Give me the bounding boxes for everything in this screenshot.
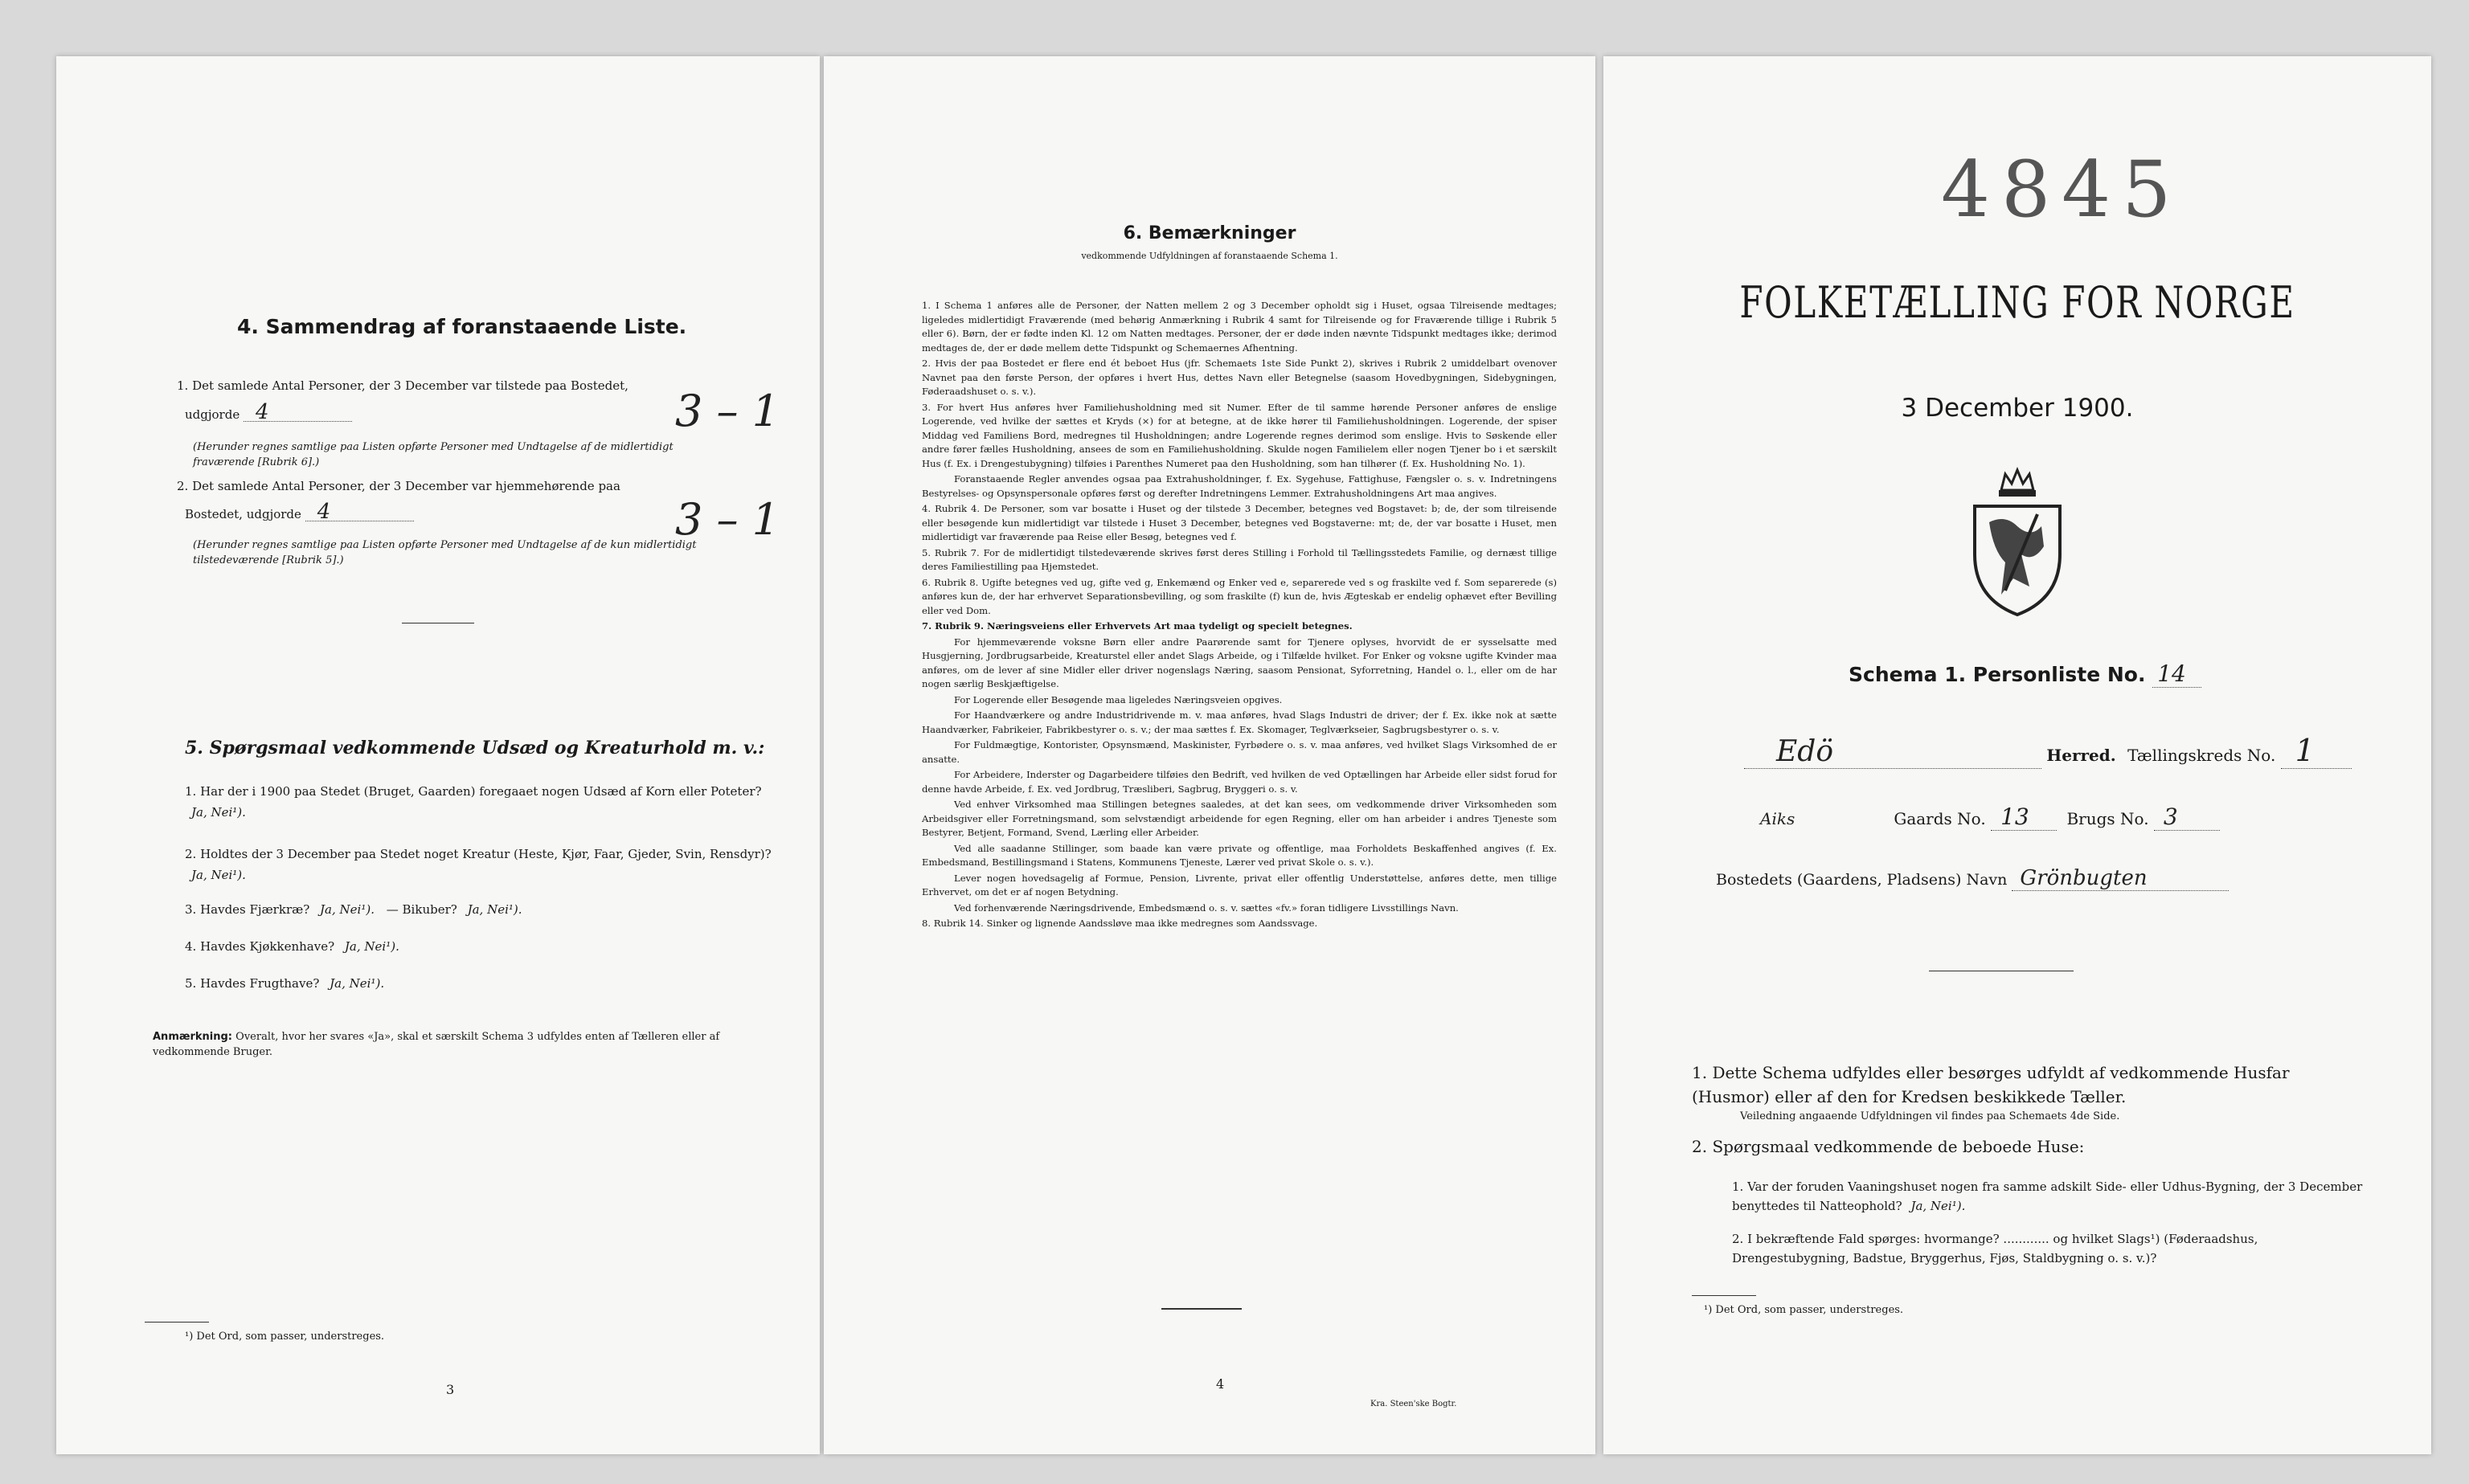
remark-item: Lever nogen hovedsagelig af Formue, Pension, Livrente, privat eller offentlig Understøttelse, anføres dette, men tillige Erhvervet, om det er af nogen Betydning.: [922, 872, 1557, 897]
remark-item: Ved alle saadanne Stillinger, som baade kan være private og offentlige, maa Forholdets Beskaffenhed angives (f. Ex. Embedsmand, Bestillingsmand i Statens, Kommunens Tjeneste, Lærer ved privat Skole o. s. v.).: [922, 842, 1557, 868]
schema-label: Schema 1. Personliste No.: [1849, 663, 2146, 686]
bosted-row: [1716, 866, 2229, 891]
remark-item: For Fuldmægtige, Kontorister, Opsynsmænd, Maskinister, Fyrbødere o. s. v. maa anføres, ved hvilket Slags Virksomhed de er ansatte.: [922, 739, 1557, 765]
item2-note-right: 3 – 1: [675, 494, 780, 545]
q3b-text: — Bikuber?: [386, 902, 457, 917]
q1-answer: Ja, Nei¹).: [191, 805, 246, 820]
section5-title: 5. Spørgsmaal vedkommende Udsæd og Kreaturhold m. v.:: [185, 738, 765, 758]
brugs-label: Brugs No.: [2066, 809, 2149, 828]
remark-item: 2. Hvis der paa Bostedet er flere end ét beboet Hus (jfr. Schemaets 1ste Side Punkt 2), skrives i Rubrik 2 umiddelbart ovenover Navnet paa den første Person, der opføres i hvert Hus, dettes Navn eller Betegnelse (saasom Hovedbygningen, Sidebygningen, Føderaadshuset o. s. v.).: [922, 358, 1557, 397]
item1-text: 1. Det samlede Antal Personer, der 3 December var tilstede paa Bostedet,: [177, 378, 629, 393]
q3-answer: Ja, Nei¹).: [320, 902, 375, 917]
kreds-label: Tællingskreds No.: [2127, 746, 2276, 765]
remark-item: For Arbeidere, Inderster og Dagarbeidere tilføies den Bedrift, ved hvilken de ved Optællingen har Arbeide eller sidst forud for denne havde Arbeide, f. Ex. ved Jordbrug, Træsliberi, Sagbrug, Bryggeri o. s. v.: [922, 769, 1557, 795]
remark-item: Ved forhenværende Næringsdrivende, Embedsmænd o. s. v. sættes «fv.» foran tidligere Livsstillings Navn.: [954, 901, 1459, 914]
item2-text: 2. Det samlede Antal Personer, der 3 December var hjemmehørende paa: [177, 479, 620, 493]
remark-item: For Logerende eller Besøgende maa ligeledes Næringsveien opgives.: [954, 693, 1283, 705]
instruction-1-sub: Veiledning angaaende Udfyldningen vil findes paa Schemaets 4de Side.: [1740, 1110, 2120, 1122]
remark-item: Foranstaaende Regler anvendes ogsaa paa Extrahusholdninger, f. Ex. Sygehuse, Fattighuse, Fængsler o. s. v. Indretningens Bestyrelses- og Opsynspersonale opføres først og derefter Indretningens Lemmer. Extrahusholdningens Art maa angives.: [922, 473, 1557, 499]
item1-note: (Herunder regnes samtlige paa Listen opførte Personer med Undtagelse af de midlertidigt fraværende [Rubrik 6].): [193, 441, 674, 468]
remark-item: 1. I Schema 1 anføres alle de Personer, der Natten mellem 2 og 3 December opholdt sig i Huset, ogsaa Tilreisende medtages; ligeledes midlertidigt Fraværende (med behørig Anmærkning i Rubrik 4 samt for Tilreisende og for Fraværende tillige i Rubrik 5 eller 6). Børn, der er fødte inden Kl. 12 om Natten medtages. Personer, der er døde inden nævnte Tidspunkt medtages ikke; derimod medtages de, der er døde mellem dette Tidspunkt og Schemaernes Afhentning.: [922, 300, 1557, 354]
q2-text: 2. Holdtes der 3 December paa Stedet noget Kreatur (Heste, Kjør, Faar, Gjeder, Svin, Rensdyr)?: [185, 847, 772, 861]
q1-row: [185, 781, 780, 823]
remark-item: Ved enhver Virksomhed maa Stillingen betegnes saaledes, at det kan sees, om vedkommende driver Virksomheden som Arbeidsgiver eller Forretningsmand, som selvstændigt arbeidende for egen Regning, eller om han arbeider i andres Tjeneste som Bestyrer, Betjent, Formand, Svend, Lærling eller Arbeider.: [922, 799, 1557, 838]
gaards-label: Gaards No.: [1894, 809, 1986, 828]
item1-note-right: 3 – 1: [675, 386, 780, 436]
q2-row: [185, 844, 780, 885]
remarks-title: 6. Bemærkninger: [1123, 223, 1296, 243]
remarks-list: [922, 299, 1557, 933]
bosted-value: Grönbugten: [2012, 866, 2229, 891]
page-left: [56, 56, 820, 1454]
herred-row: [1744, 733, 2352, 769]
instruction-2-q2: 2. I bekræftende Fald spørges: hvormange? ............ og hvilket Slags¹) (Føderaadshus, Drengestubygning, Badstue, Bryggerhus, Fjøs, Staldbygning o. s. v.)?: [1732, 1232, 2258, 1265]
schema-row: [1849, 660, 2201, 688]
remark-item: 3. For hvert Hus anføres hver Familiehusholdning med sit Numer. Efter de til samme hørende Personer anføres de enslige Logerende, ved hvilke der sættes et Kryds (×) for at betegne, at de ikke hører til Familiehusholdningen. Logerende, der spiser Middag ved Familiens Bord, medregnes til Husholdningen; andre Logerende regnes derimod som enslige. Hvis to Søskende eller andre fører fælles Husholdning, ansees de som en Familiehusholdning. Skulde nogen Familielem eller nogen Tjener bo i et særskilt Hus (f. Ex. i Drengestubygning) tilføies i Parenthes Numeret paa den Husholdning, som han tilhører (f. Ex. Husholdning No. 1).: [922, 401, 1557, 469]
q5-answer: Ja, Nei¹).: [330, 976, 385, 991]
q3b-answer: Ja, Nei¹).: [467, 902, 522, 917]
herred-value: Edö: [1744, 735, 2041, 769]
item2-note: (Herunder regnes samtlige paa Listen opførte Personer med Undtagelse af de kun midlertidigt tilstedeværende [Rubrik 5].): [193, 539, 697, 566]
brugs-value: 3: [2154, 803, 2220, 831]
gaard-prefix: Aiks: [1760, 809, 1795, 828]
instruction-2-q1: [1732, 1177, 2375, 1216]
footnote-rule: [145, 1322, 209, 1323]
remark-item: 7. Rubrik 9. Næringsveiens eller Erhvervets Art maa tydeligt og specielt betegnes.: [922, 620, 1353, 632]
page-number: 3: [446, 1382, 455, 1397]
herred-label: Herred.: [2046, 746, 2116, 765]
q2-answer: Ja, Nei¹).: [191, 868, 246, 882]
divider: [1161, 1308, 1242, 1310]
schema-number: 14: [2152, 660, 2201, 688]
q1-text: 1. Har der i 1900 paa Stedet (Bruget, Gaarden) foregaaet nogen Udsæd af Korn eller Poteter?: [185, 784, 762, 799]
page-middle: [824, 56, 1595, 1454]
item1-label-row: [185, 400, 352, 424]
norwegian-coat-of-arms-icon: [1957, 458, 2078, 619]
remark-item: 8. Rubrik 14. Sinker og lignende Aandssløve maa ikke medregnes som Aandssvage.: [922, 918, 1318, 929]
remark-item: 5. Rubrik 7. For de midlertidigt tilstedeværende skrives først deres Stilling i Forhold til Tællingsstedets Familie, og dernæst tillige deres Familiestilling paa Hjemstedet.: [922, 546, 1557, 572]
instruction-2: 2. Spørgsmaal vedkommende de beboede Huse:: [1692, 1137, 2085, 1156]
q4-row: [185, 938, 780, 955]
census-title: FOLKETÆLLING FOR NORGE: [1739, 277, 2295, 328]
remark-item: 4. Rubrik 4. De Personer, som var bosatte i Huset og der tilstede 3 December, betegnes ved Bogstavet: b; de, der som tilreisende eller besøgende kun midlertidigt var tilstede i Huset 3 December, betegnes ved Bogstaverne: mt; de, der var bosatte i Huset, men midlertidigt var fraværende paa Reise eller Besøg, betegnes ved f.: [922, 503, 1557, 542]
item1-label: udgjorde: [185, 407, 240, 422]
printer-mark: Kra. Steen'ske Bogtr.: [1370, 1400, 1457, 1408]
q4-answer: Ja, Nei¹).: [344, 939, 399, 954]
footnote: ¹) Det Ord, som passer, understreges.: [185, 1331, 385, 1343]
bosted-label: Bostedets (Gaardens, Pladsens) Navn: [1716, 871, 2008, 889]
q1-answer: Ja, Nei¹).: [1910, 1199, 1966, 1213]
item2-label-row: [185, 500, 414, 524]
remark-item: For Haandværkere og andre Industridrivende m. v. maa anføres, hvad Slags Industri de driver; der f. Ex. ikke nok at sætte Haandværker, Fabrikeier, Fabrikbestyrer o. s. v.; der maa sættes f. Ex. Skomager, Teglværkseier, Sagbrugsbestyrer o. s. v.: [922, 709, 1557, 735]
remark-item: 6. Rubrik 8. Ugifte betegnes ved ug, gifte ved g, Enkemænd og Enker ved e, separerede ved s og fraskilte ved f. Som separerede (s) anføres kun de, der har erhvervet Separationsbevilling, og som fraskilte (f) kun de, hvis Ægteskab er endelig ophævet efter Bevilling eller ved Dom.: [922, 576, 1557, 616]
instruction-1: 1. Dette Schema udfyldes eller besørges udfyldt af vedkommende Husfar (Husmor) eller af den for Kredsen beskikkede Tæller.: [1692, 1063, 2290, 1106]
census-date: 3 December 1900.: [1901, 394, 2134, 423]
q5-row: [185, 975, 780, 992]
item2-value: 4: [305, 504, 414, 521]
q3-row: [185, 901, 780, 918]
footnote-rule: [1692, 1295, 1756, 1296]
remark-label: Anmærkning:: [153, 1031, 233, 1043]
footnote: ¹) Det Ord, som passer, understreges.: [1704, 1304, 1904, 1316]
q1-text: 1. Var der foruden Vaaningshuset nogen fra samme adskilt Side- eller Udhus-Bygning, der 3 December benyttedes til Natteophold?: [1732, 1179, 2363, 1213]
q5-text: 5. Havdes Frugthave?: [185, 976, 320, 991]
handwritten-archive-number: 4845: [1941, 145, 2183, 235]
remark-item: For hjemmeværende voksne Børn eller andre Paarørende samt for Tjenere oplyses, hvorvidt de er sysselsatte med Husgjerning, Jordbrugsarbeide, Kreaturstel eller andet Slags Arbeide, og i Tilfælde hvilket. For Enker og voksne ugifte Kvinder maa anføres, om de lever af sine Midler eller driver nogenslags Næring, saasom Pensionat, Syforretning, Handel o. l., eller om de har nogen særlig Beskjæftigelse.: [922, 636, 1557, 689]
section4-title: 4. Sammendrag af foranstaaende Liste.: [237, 315, 687, 338]
page-number: 4: [1216, 1376, 1225, 1392]
gaard-row: [1760, 803, 2220, 831]
gaards-value: 13: [1991, 803, 2057, 831]
item2-label: Bostedet, udgjorde: [185, 507, 301, 521]
q3-text: 3. Havdes Fjærkræ?: [185, 902, 310, 917]
page-right: [1603, 56, 2431, 1454]
q4-text: 4. Havdes Kjøkkenhave?: [185, 939, 335, 954]
remark-text: Overalt, hvor her svares «Ja», skal et særskilt Schema 3 udfyldes enten af Tælleren eller af vedkommende Bruger.: [153, 1031, 720, 1058]
item1-value: 4: [244, 404, 352, 422]
remark: [153, 1030, 772, 1060]
kreds-value: 1: [2281, 733, 2352, 769]
remarks-subtitle: vedkommende Udfyldningen af foranstaaende Schema 1.: [1081, 251, 1338, 261]
